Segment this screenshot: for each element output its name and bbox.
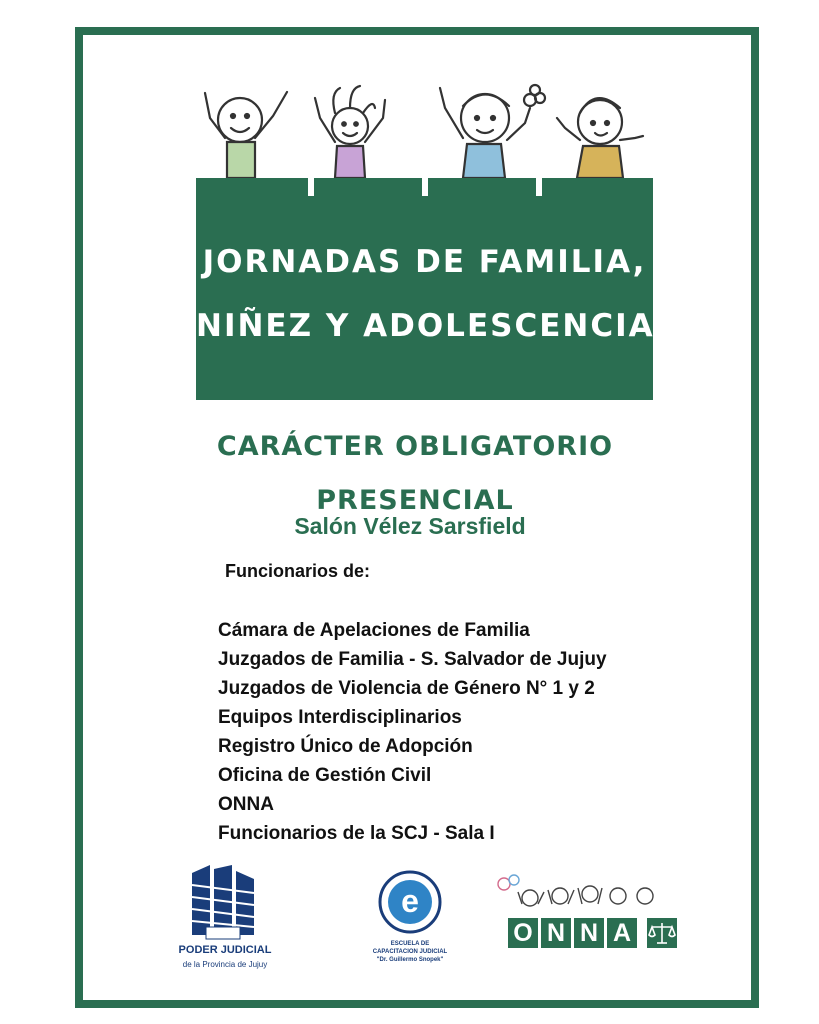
banner-notch: [422, 178, 428, 196]
list-item: Oficina de Gestión Civil: [218, 765, 432, 786]
attendance-note: [200, 420, 630, 528]
list-item: Equipos Interdisciplinarios: [218, 707, 462, 728]
onna-wordmark: [508, 918, 637, 948]
kids-drawing-icon: [195, 78, 660, 188]
page-title: [196, 230, 653, 358]
attendees-list: [218, 616, 607, 848]
poder-judicial-sub: de la Provincia de Jujuy: [182, 960, 268, 969]
venue: Salón Vélez Sarsfield: [294, 513, 526, 539]
banner-notch: [308, 178, 314, 196]
title-banner: [196, 178, 653, 400]
attendance-line-2: PRESENCIAL: [316, 485, 514, 516]
poder-judicial-logo: [170, 865, 280, 975]
escuela-line-2: CAPACITACION JUDICIAL: [372, 949, 448, 955]
title-line-1: JORNADAS DE FAMILIA,: [202, 244, 647, 280]
banner-notch: [536, 178, 542, 196]
onna-kids-icon: [490, 874, 690, 918]
list-item: Juzgados de Violencia de Género N° 1 y 2: [218, 678, 595, 699]
attendees-title: Funcionarios de:: [225, 561, 371, 581]
list-item: Funcionarios de la SCJ - Sala I: [218, 823, 495, 844]
escuela-e-icon: [360, 862, 460, 938]
onna-letter: A: [607, 918, 637, 948]
escuela-text: [360, 940, 460, 964]
onna-logo: [490, 874, 690, 954]
onna-letter: O: [508, 918, 538, 948]
list-item: Juzgados de Familia - S. Salvador de Jujuy: [218, 649, 607, 670]
escuela-line-1: ESCUELA DE: [390, 941, 430, 947]
poder-judicial-name: PODER JUDICIAL: [178, 944, 272, 956]
escuela-logo: [360, 862, 460, 974]
escuela-line-3: "Dr. Guillermo Snopek": [376, 957, 444, 963]
svg-text:e: e: [401, 883, 419, 919]
onna-letter: N: [574, 918, 604, 948]
attendance-line-1: CARÁCTER OBLIGATORIO: [216, 431, 614, 462]
list-item: ONNA: [218, 794, 274, 815]
onna-letter: N: [541, 918, 571, 948]
list-item: Cámara de Apelaciones de Familia: [218, 620, 530, 641]
scales-icon: [647, 918, 677, 948]
poder-judicial-building-icon: [170, 865, 280, 945]
title-line-2: NIÑEZ Y ADOLESCENCIA: [196, 308, 655, 344]
list-item: Registro Único de Adopción: [218, 736, 473, 757]
